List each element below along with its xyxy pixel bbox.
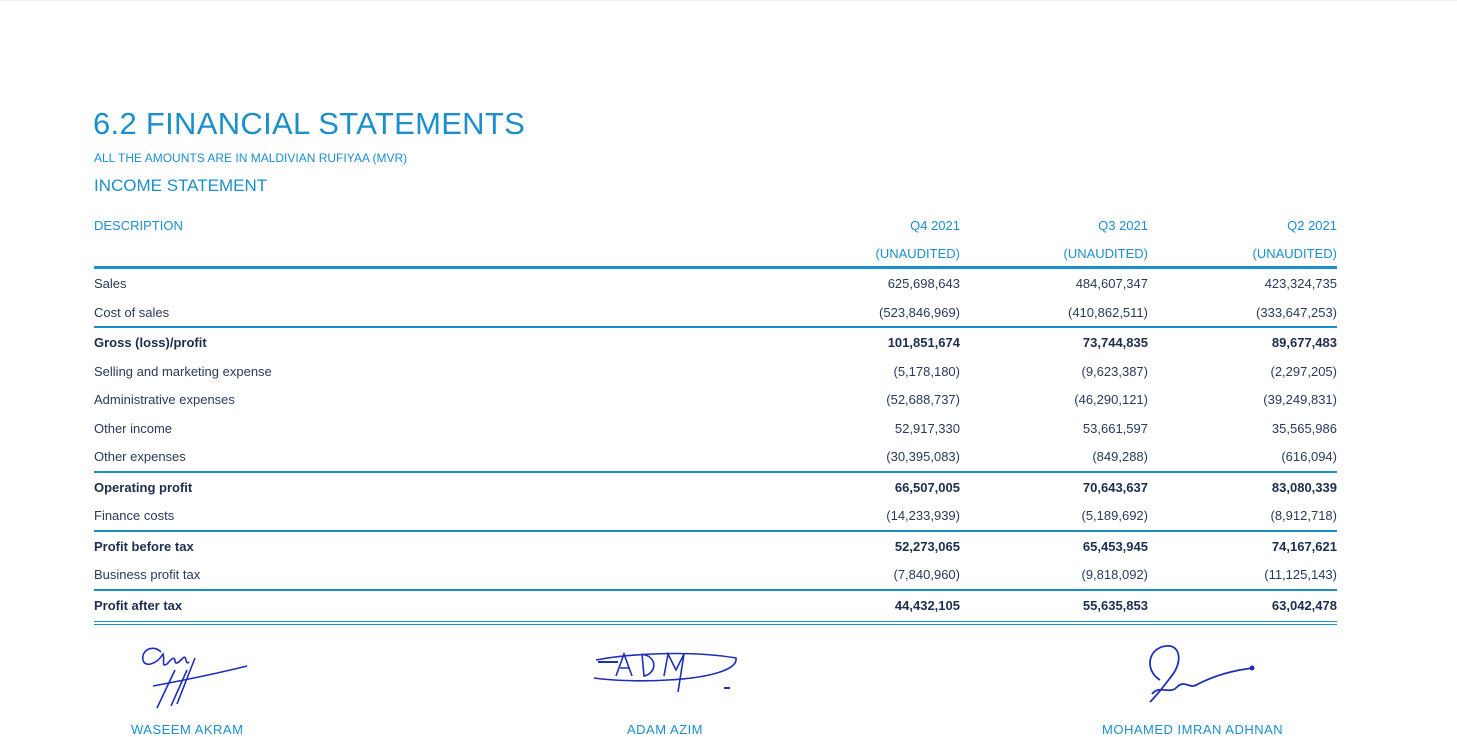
row-value: 55,635,853 — [1082, 597, 1148, 613]
row-value: 484,607,347 — [1075, 276, 1148, 291]
row-label: Cost of sales — [94, 304, 170, 320]
column-header-description: DESCRIPTION — [94, 218, 183, 233]
row-value: 35,565,986 — [1271, 420, 1337, 436]
row-value: (5,178,180) — [893, 363, 960, 379]
row-value: 423,324,735 — [1264, 276, 1337, 291]
row-value: (849,288) — [1092, 449, 1148, 464]
row-value: (9,623,387) — [1081, 363, 1148, 379]
row-value: 65,453,945 — [1082, 538, 1148, 554]
table-row — [94, 298, 1337, 329]
income-statement-table — [94, 210, 1337, 625]
table-row — [94, 385, 1337, 414]
row-label: Selling and marketing expense — [94, 363, 272, 379]
table-row — [94, 473, 1337, 502]
row-value: 74,167,621 — [1271, 538, 1337, 554]
signatory-name: ADAM AZIM — [627, 722, 704, 737]
row-value: 89,677,483 — [1271, 335, 1337, 350]
row-value: (8,912,718) — [1270, 508, 1337, 523]
table-row — [94, 501, 1337, 532]
row-value: 70,643,637 — [1082, 479, 1148, 495]
table-row — [94, 560, 1337, 591]
section-subtitle: INCOME STATEMENT — [94, 176, 268, 195]
row-value: 52,917,330 — [894, 420, 960, 436]
currency-note: ALL THE AMOUNTS ARE IN MALDIVIAN RUFIYAA (MVR) — [94, 151, 408, 165]
row-value: (9,818,092) — [1081, 567, 1148, 582]
signature-icon — [588, 640, 743, 700]
signatory-name: WASEEM AKRAM — [131, 722, 244, 737]
table-row — [94, 532, 1337, 561]
row-value: (52,688,737) — [886, 392, 960, 407]
row-value: 52,273,065 — [894, 538, 960, 554]
column-status-q3: (UNAUDITED) — [1063, 246, 1148, 261]
row-value: (333,647,253) — [1256, 304, 1337, 320]
row-value: 73,744,835 — [1082, 335, 1148, 350]
column-header-q3: Q3 2021 — [1098, 218, 1148, 233]
signature-icon — [1140, 640, 1260, 710]
row-value: (7,840,960) — [893, 567, 960, 582]
table-row — [94, 414, 1337, 443]
column-header-q4: Q4 2021 — [910, 218, 960, 233]
table-header-status-row — [94, 238, 1337, 269]
row-value: 101,851,674 — [887, 335, 960, 350]
row-label: Other income — [94, 420, 173, 436]
row-value: (11,125,143) — [1264, 567, 1337, 582]
row-value: 44,432,105 — [894, 597, 960, 613]
row-value: (616,094) — [1281, 449, 1337, 464]
row-value: 83,080,339 — [1271, 479, 1337, 495]
row-value: (30,395,083) — [886, 449, 960, 464]
row-value: (39,249,831) — [1263, 392, 1337, 407]
row-value: 625,698,643 — [887, 276, 960, 291]
row-value: (2,297,205) — [1270, 363, 1337, 379]
row-value: 66,507,005 — [894, 479, 960, 495]
row-label: Profit before tax — [94, 538, 194, 554]
row-value: (523,846,969) — [879, 304, 960, 320]
table-row — [94, 591, 1337, 625]
table-row — [94, 269, 1337, 298]
page-title: 6.2 FINANCIAL STATEMENTS — [93, 106, 526, 141]
table-header-row — [94, 210, 1337, 238]
row-value: (14,233,939) — [886, 508, 960, 523]
row-label: Operating profit — [94, 479, 193, 495]
row-label: Gross (loss)/profit — [94, 335, 207, 350]
row-value: (46,290,121) — [1074, 392, 1148, 407]
column-header-q2: Q2 2021 — [1287, 218, 1337, 233]
column-status-q2: (UNAUDITED) — [1252, 246, 1337, 261]
row-label: Administrative expenses — [94, 392, 235, 407]
top-divider — [0, 0, 1457, 1]
signature-icon — [135, 630, 255, 712]
row-label: Finance costs — [94, 508, 175, 523]
row-label: Business profit tax — [94, 567, 201, 582]
row-value: (410,862,511) — [1068, 304, 1148, 320]
row-label: Sales — [94, 276, 127, 291]
column-status-q4: (UNAUDITED) — [875, 246, 960, 261]
signatory-name: MOHAMED IMRAN ADHNAN — [1102, 722, 1284, 737]
table-row — [94, 442, 1337, 473]
table-row — [94, 328, 1337, 357]
row-value: 53,661,597 — [1082, 420, 1148, 436]
row-value: (5,189,692) — [1081, 508, 1148, 523]
table-row — [94, 357, 1337, 386]
row-label: Profit after tax — [94, 597, 183, 613]
row-value: 63,042,478 — [1271, 597, 1337, 613]
row-label: Other expenses — [94, 449, 186, 464]
